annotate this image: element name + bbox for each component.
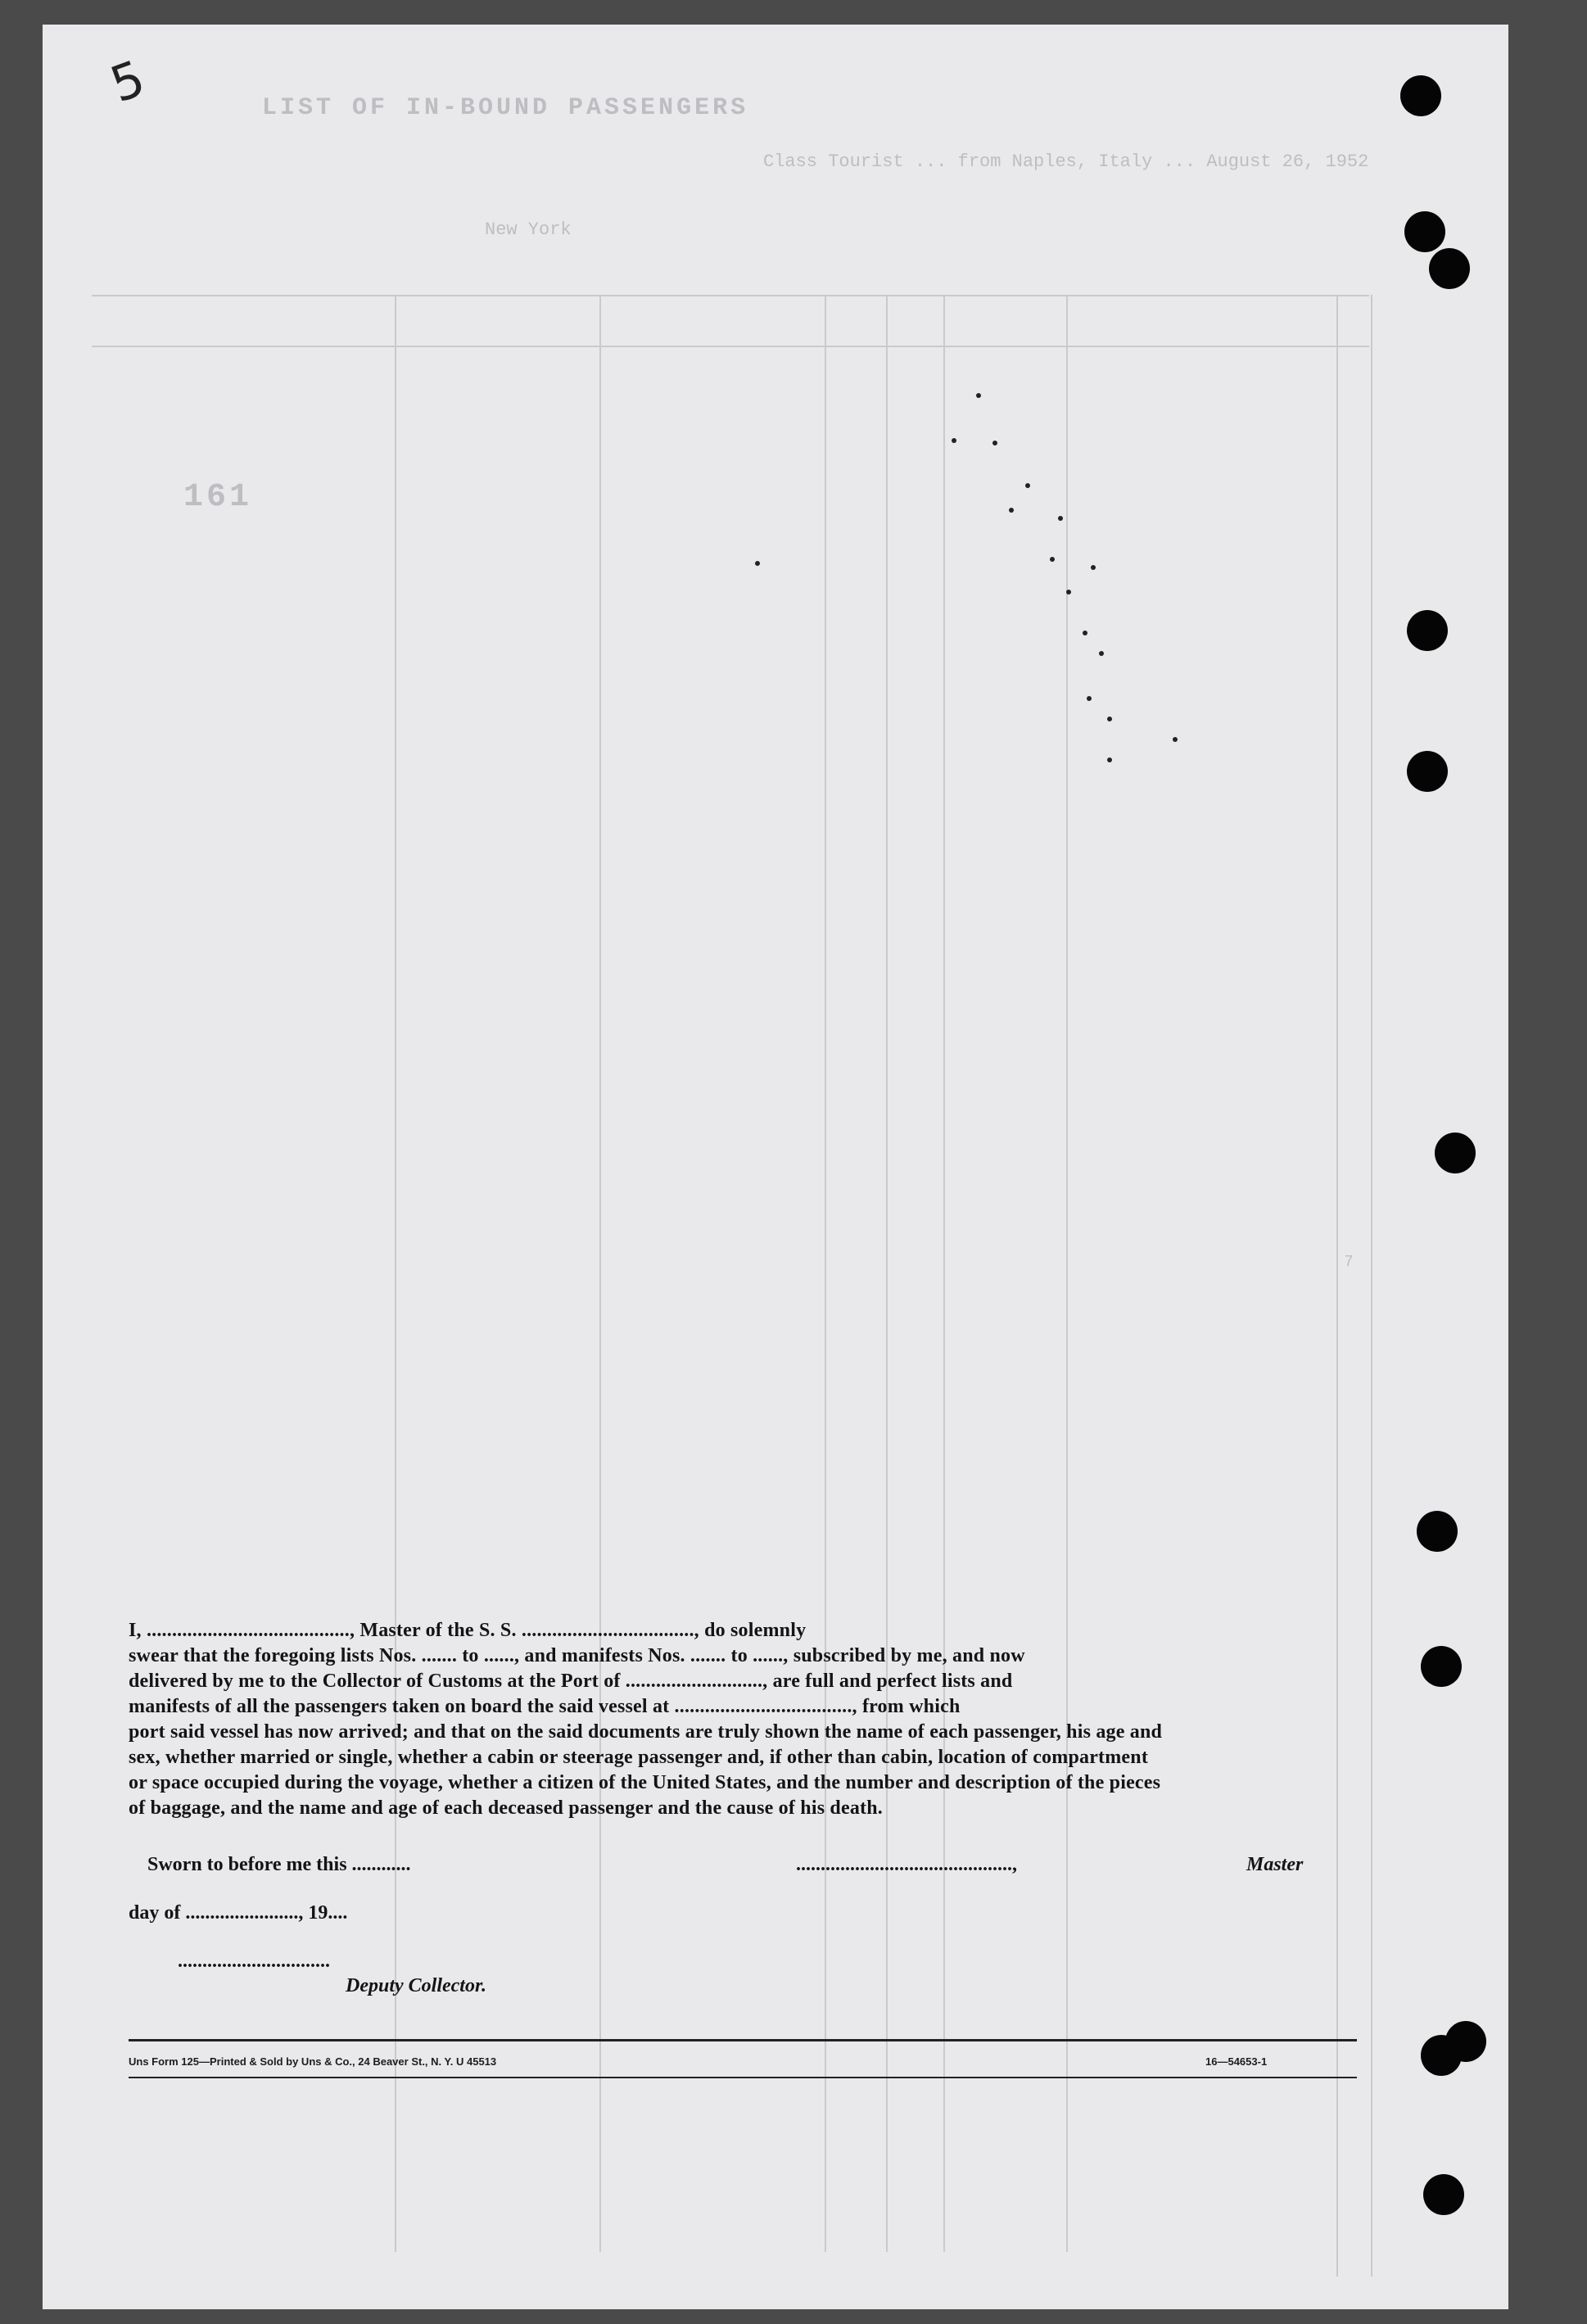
deputy-collector-label: Deputy Collector. (346, 1975, 486, 1996)
ink-speck (1083, 631, 1087, 635)
punch-hole (1400, 75, 1441, 116)
ink-speck (1107, 757, 1112, 762)
faint-column-rule (599, 295, 601, 2252)
ink-speck (1025, 483, 1030, 488)
faint-column-rule (1371, 295, 1372, 2277)
master-signature-label: Master (1246, 1854, 1304, 1875)
oath-line-4: manifests of all the passengers taken on board the said vessel at ..................................., from which (129, 1696, 961, 1717)
footer-rule-bottom (129, 2077, 1357, 2078)
oath-line-7: or space occupied during the voyage, whether a citizen of the United States, and the number and description of the pieces (129, 1772, 1161, 1793)
faint-table-top-rule (92, 295, 1369, 296)
oath-line-3: delivered by me to the Collector of Customs at the Port of ..........................., are full and perfect lists and (129, 1671, 1013, 1692)
faint-column-rule (395, 295, 396, 2252)
ink-speck (1009, 508, 1014, 513)
punch-hole (1404, 211, 1445, 252)
ink-speck (1107, 717, 1112, 721)
ink-speck (1091, 565, 1096, 570)
punch-hole (1435, 1133, 1476, 1173)
punch-hole (1445, 2021, 1486, 2062)
punch-hole (1429, 248, 1470, 289)
faint-row-number: 7 (1345, 1253, 1354, 1269)
oath-line-2: swear that the foregoing lists Nos. ....... to ......, and manifests Nos. ....... to ......, subscribed by me, and now (129, 1645, 1025, 1666)
punch-hole (1407, 610, 1448, 651)
punch-hole (1417, 1511, 1458, 1552)
oath-line-5: port said vessel has now arrived; and that on the said documents are truly shown the name of each passenger, his age and (129, 1721, 1163, 1743)
ink-speck (1173, 737, 1178, 742)
punch-hole (1423, 2174, 1464, 2215)
faint-column-rule (825, 295, 826, 2252)
deputy-collector-dots: ............................... (178, 1951, 330, 1972)
handwritten-mark: 5 (103, 49, 153, 115)
ink-speck (1058, 516, 1063, 521)
oath-line-8: of baggage, and the name and age of each deceased passenger and the cause of his death. (129, 1797, 883, 1819)
ink-speck (1050, 557, 1055, 562)
ink-speck (992, 441, 997, 445)
faint-column-rule (1336, 295, 1338, 2277)
faint-column-rule (1066, 295, 1068, 2252)
oath-line-6: sex, whether married or single, whether a cabin or steerage passenger and, if other than cabin, location of compartment (129, 1747, 1149, 1768)
master-signature-dots: ............................................, (796, 1854, 1017, 1875)
faint-header-line1: Class Tourist ... from Naples, Italy ... August 26, 1952 (763, 151, 1369, 172)
ink-speck (976, 393, 981, 398)
ink-speck (755, 561, 760, 566)
footer-rule-top (129, 2039, 1357, 2041)
faint-list-title: LIST OF IN-BOUND PASSENGERS (262, 94, 749, 122)
punch-hole (1421, 1646, 1462, 1687)
punch-hole (1407, 751, 1448, 792)
ink-speck (1066, 590, 1071, 595)
oath-line-1: I, ........................................, Master of the S. S. .................................., do solemnly (129, 1620, 807, 1641)
ink-speck (1099, 651, 1104, 656)
manifest-page (43, 25, 1508, 2309)
faint-header-line2: New York (485, 219, 572, 240)
day-of-line: day of ......................., 19.... (129, 1902, 348, 1924)
ink-speck (1087, 696, 1092, 701)
faint-column-rule (943, 295, 945, 2252)
master-oath-text (129, 1618, 1318, 1821)
faint-table-header-rule (92, 346, 1369, 347)
ink-speck (952, 438, 956, 443)
faint-column-rule (886, 295, 888, 2252)
sworn-before-line: Sworn to before me this ............ (147, 1854, 411, 1875)
printer-imprint: Uns Form 125—Printed & Sold by Uns & Co., 24 Beaver St., N. Y. U 45513 (129, 2055, 497, 2068)
form-number: 16—54653-1 (1205, 2055, 1268, 2068)
faint-number-161: 161 (183, 479, 253, 516)
